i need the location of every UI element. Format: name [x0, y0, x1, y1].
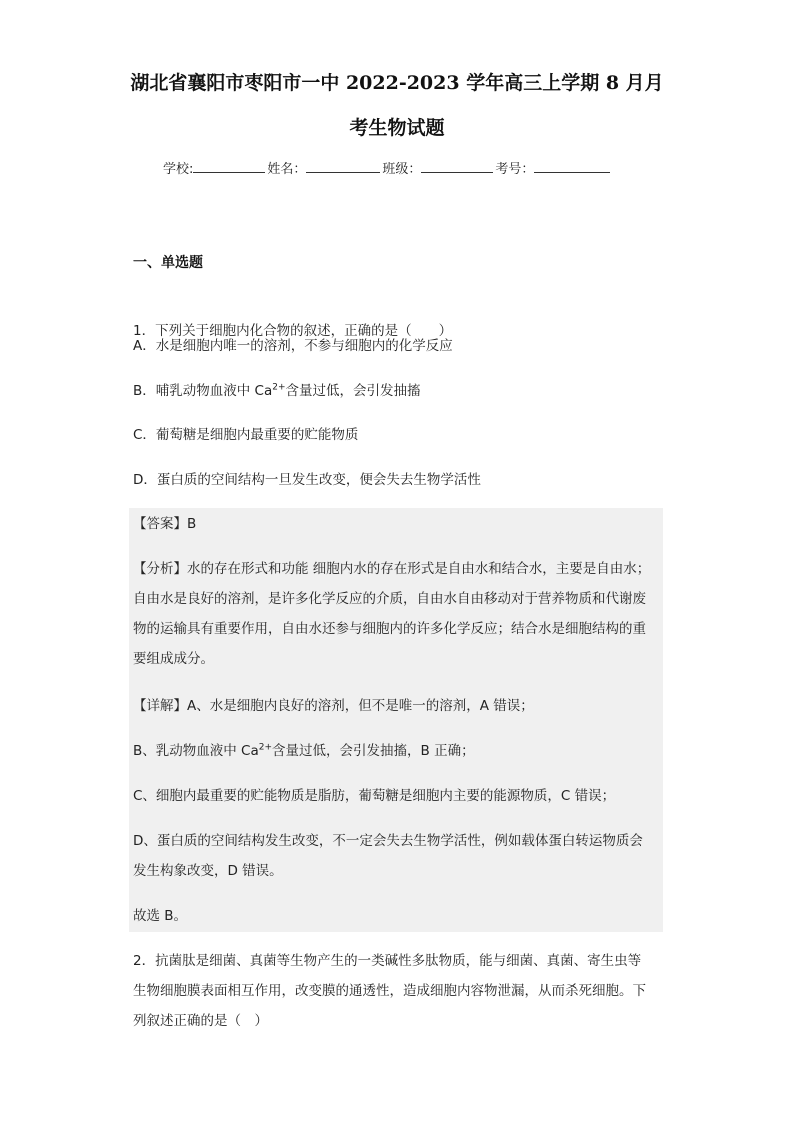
- student-info-row: [163, 158, 612, 177]
- analysis-line-1: 【分析】水的存在形式和功能 细胞内水的存在形式是自由水和结合水，主要是自由水；: [133, 561, 651, 577]
- analysis-line-4: 要组成成分。: [133, 651, 214, 667]
- q2-stem-line-3: 列叙述正确的是（ ）: [133, 1013, 268, 1029]
- detail-b-text-end: 含量过低，会引发抽搐，B 正确；: [272, 743, 475, 759]
- detail-a: 【详解】A、水是细胞内良好的溶剂，但不是唯一的溶剂，A 错误；: [133, 698, 534, 714]
- detail-d-line-2: 发生构象改变，D 错误。: [133, 863, 283, 879]
- q1-option-b-superscript: 2+: [272, 382, 286, 393]
- detail-b-text: B、乳动物血液中 Ca: [133, 743, 259, 759]
- q1-stem: 1．下列关于细胞内化合物的叙述，正确的是（ ）: [133, 323, 453, 339]
- section-title: 一、单选题: [133, 255, 203, 271]
- conclusion: 故选 B。: [133, 908, 188, 924]
- q1-option-d: D．蛋白质的空间结构一旦发生改变，便会失去生物学活性: [133, 472, 481, 488]
- q1-option-b: [133, 376, 663, 406]
- analysis-line-3: 物的运输具有重要作用，自由水还参与细胞内的许多化学反应；结合水是细胞结构的重: [133, 621, 646, 637]
- school-blank[interactable]: [193, 159, 265, 173]
- name-blank[interactable]: [306, 159, 380, 173]
- q1-option-a: A．水是细胞内唯一的溶剂，不参与细胞内的化学反应: [133, 338, 453, 354]
- q2-stem-line-1: 2．抗菌肽是细菌、真菌等生物产生的一类碱性多肽物质，能与细菌、真菌、寄生虫等: [133, 953, 642, 969]
- detail-c: C、细胞内最重要的贮能物质是脂肪，葡萄糖是细胞内主要的能源物质，C 错误；: [133, 788, 616, 804]
- answer-line: 【答案】B: [133, 516, 197, 532]
- q1-option-b-text-end: 含量过低，会引发抽搐: [285, 383, 421, 399]
- analysis-line-2: 自由水是良好的溶剂，是许多化学反应的介质，自由水自由移动对于营养物质和代谢废: [133, 591, 646, 607]
- detail-b: [133, 736, 663, 766]
- detail-d-line-1: D、蛋白质的空间结构发生改变，不一定会失去生物学活性，例如载体蛋白转运物质会: [133, 833, 643, 849]
- q1-option-b-text: B．哺乳动物血液中 Ca: [133, 383, 273, 399]
- exam-number-label: 考号：: [495, 162, 535, 177]
- exam-title-line-1: 湖北省襄阳市枣阳市一中 2022-2023 学年高三上学期 8 月月: [130, 72, 664, 94]
- class-blank[interactable]: [421, 159, 493, 173]
- q1-option-c: C．葡萄糖是细胞内最重要的贮能物质: [133, 427, 359, 443]
- school-label: 学校:: [163, 162, 194, 177]
- class-label: 班级：: [382, 162, 422, 177]
- exam-number-blank[interactable]: [534, 159, 610, 173]
- detail-b-superscript: 2+: [258, 742, 273, 753]
- name-label: 姓名：: [267, 162, 307, 177]
- q2-stem-line-2: 生物细胞膜表面相互作用，改变膜的通透性，造成细胞内容物泄漏，从而杀死细胞。下: [133, 983, 646, 999]
- exam-title-line-2: 考生物试题: [349, 117, 445, 139]
